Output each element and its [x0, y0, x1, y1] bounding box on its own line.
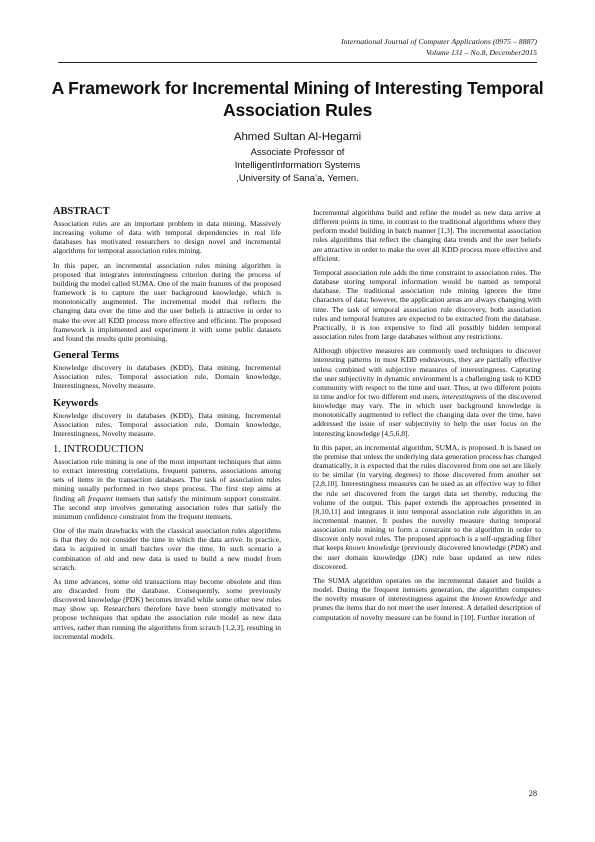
body-text: ) rule base updated as new rules discovered. — [313, 552, 541, 571]
author-department: IntelligentInformation Systems — [234, 159, 361, 170]
body-paragraph — [313, 576, 541, 622]
body-paragraph: Incremental algorithms build and refine the model as new data arrive at different points in time, in contrast to the traditional algorithms where they perform model building in batch manner [1,3]. The incremental association rules algorithms that reflect the changing data trends and the user beliefs are attractive in order to make the over all KDD process more effective and efficient. — [313, 208, 541, 263]
journal-name: International Journal of Computer Applications (0975 – 8887) — [341, 37, 537, 46]
author-position: Associate Professor of — [250, 146, 345, 157]
intro-text: Association rule mining is one of the most important techniques that aims to extract interesting correlations, frequent patterns, associations among sets of items in the transaction databases. The task of association rules mining usually performed in two steps process. The first step aims at finding all — [53, 456, 281, 503]
keywords-heading: Keywords — [53, 397, 99, 409]
body-paragraph: Temporal association rule adds the time constraint to association rules. The database storing temporal information would be named as temporal database. The traditional association rule mining ignores the time characters of data; however, the application areas are always changing with time. The task of temporal association rule discovery, both association rules and temporal features are expected to be extracted from the database. Practically, it is too expensive to find all possibly hidden temporal association rules from large databases without any restrictions. — [313, 267, 541, 342]
intro-paragraph — [53, 457, 281, 521]
page-number: 28 — [528, 789, 537, 798]
body-emphasis: known knowledge — [345, 543, 400, 553]
paper-title: A Framework for Incremental Mining of Interesting Temporal Association Rules — [51, 78, 544, 120]
author-affiliation: ,University of Sana’a, Yemen. — [236, 172, 359, 183]
body-text: of the discovered knowledge may vary. The in which user background knowledge is monotonically augmented to reflect the changing data over the time, have addressed the issue of user subjectivity to help the user focus on the interesting knowledge [4,5,6,8]. — [313, 391, 542, 438]
intro-text: itemsets that satisfy the minimum support constraint. The second step involves generating association rules that satisfy the minimum confidence constraint from the frequent itemsets. — [53, 493, 281, 521]
body-text: and prunes the items that do not meet the user interest. A detailed description of computation of novelty measure can be found in [10]. Further iteration of — [313, 594, 541, 622]
author-name: Ahmed Sultan Al-Hegami — [233, 131, 362, 143]
body-emphasis: DK — [414, 552, 425, 562]
intro-paragraph: As time advances, some old transactions may become obsolete and thus are discarded from the database. Consequently, some previously discovered knowledge (PDK) becomes invalid while some other new rules may show up. Researchers therefore have been strongly motivated to propose techniques that update the association rule model as new data arrives, rather than running the algorithms from scratch [1,2,3], resulting in incremental models. — [53, 576, 281, 641]
body-text: In this paper, an incremental algorithm, SUMA, is proposed. It is based on the premise that unless the underlying data generation process has changed dramatically, it is expected that the rules discovered from one set are likely to be similar (in varying degrees) to those discovered from another set [2,8,10]. Interestingness measures can be used as an effective way to filter the rule set discovered from the target data set thereby, reducing the volume of the output. This paper extends the approaches presented in [8,10,11] and integrates it into temporal association rule algorithm in an incremental manner. It pushes the novelty measure during temporal association rule mining to form a constraint to the algorithm in order to discover only novel rules. The proposed approach is a self-upgrading filter that keeps — [313, 442, 541, 553]
body-emphasis: PDK — [510, 543, 526, 553]
abstract-paragraph: In this paper, an incremental association rules mining algorithm is proposed that integrates interestingness criterion during the process of building the model called SUMA. One of the main features of the proposed framework is to capture the user background knowledge, which is monotonically augmented. The incremental model that reflects the changing data over the time and the user beliefs is attractive in order to make the over all KDD process more effective and efficient. The proposed framework is implemented and experiment it with some public datasets and found the results quite promising. — [53, 260, 281, 343]
body-text: (previously discovered knowledge ( — [399, 543, 511, 553]
header-rule — [58, 62, 537, 63]
introduction-heading: 1. INTRODUCTION — [53, 443, 144, 455]
abstract-paragraph: Association rules are an important problem in data mining. Massively increasing volume of data with temporal dependencies in real life databases has motivated researchers to design novel and incremental algorithms for temporal association rules mining. — [53, 219, 281, 256]
abstract-heading: ABSTRACT — [53, 206, 110, 217]
body-text: Although objective measures are commonly used techniques to discover interesting patterns in most KDD endeavours, they are partially effective unless combined with subjective measures of interestingness. Capturing the user subjectivity in dynamic environment is a challenging task to KDD community with respect to the time and user. Thus, at two different points in time and/or for two different end users, — [313, 346, 541, 401]
body-text: ) and the user domain knowledge ( — [313, 543, 541, 562]
keywords-text: Knowledge discovery in databases (KDD), Data mining, Incremental Association rules, Temporal association rule, Domain knowledge, Interestingness, Novelty measure. — [53, 410, 281, 438]
body-paragraph — [313, 443, 541, 571]
body-text: The SUMA algorithm operates on the incremental dataset and builds a model. During the frequent itemsets generation, the algorithm computes the novelty measure of interestingness against the — [313, 575, 541, 604]
intro-paragraph: One of the main drawbacks with the classical association rules algorithms is that they do not consider the time in which the data arrive. In practice, data is acquired in small batches over the time. In such scenario a combination of old and new data is used to build a new model from scratch. — [53, 526, 281, 572]
journal-header — [341, 37, 537, 58]
right-column — [313, 208, 541, 627]
author-block — [48, 130, 547, 184]
body-emphasis: interestingness — [441, 391, 487, 401]
body-emphasis: known knowledge — [472, 594, 528, 604]
body-paragraph — [313, 346, 541, 438]
left-column — [53, 206, 281, 646]
general-terms-text: Knowledge discovery in databases (KDD), Data mining, Incremental Association rules, Temporal association rule, Domain knowledge, Interestingness, Novelty measure. — [53, 363, 281, 391]
journal-volume: Volume 131 – No.8, December2015 — [426, 47, 537, 57]
intro-emphasis: frequent — [87, 493, 113, 503]
general-terms-heading: General Terms — [53, 350, 120, 362]
